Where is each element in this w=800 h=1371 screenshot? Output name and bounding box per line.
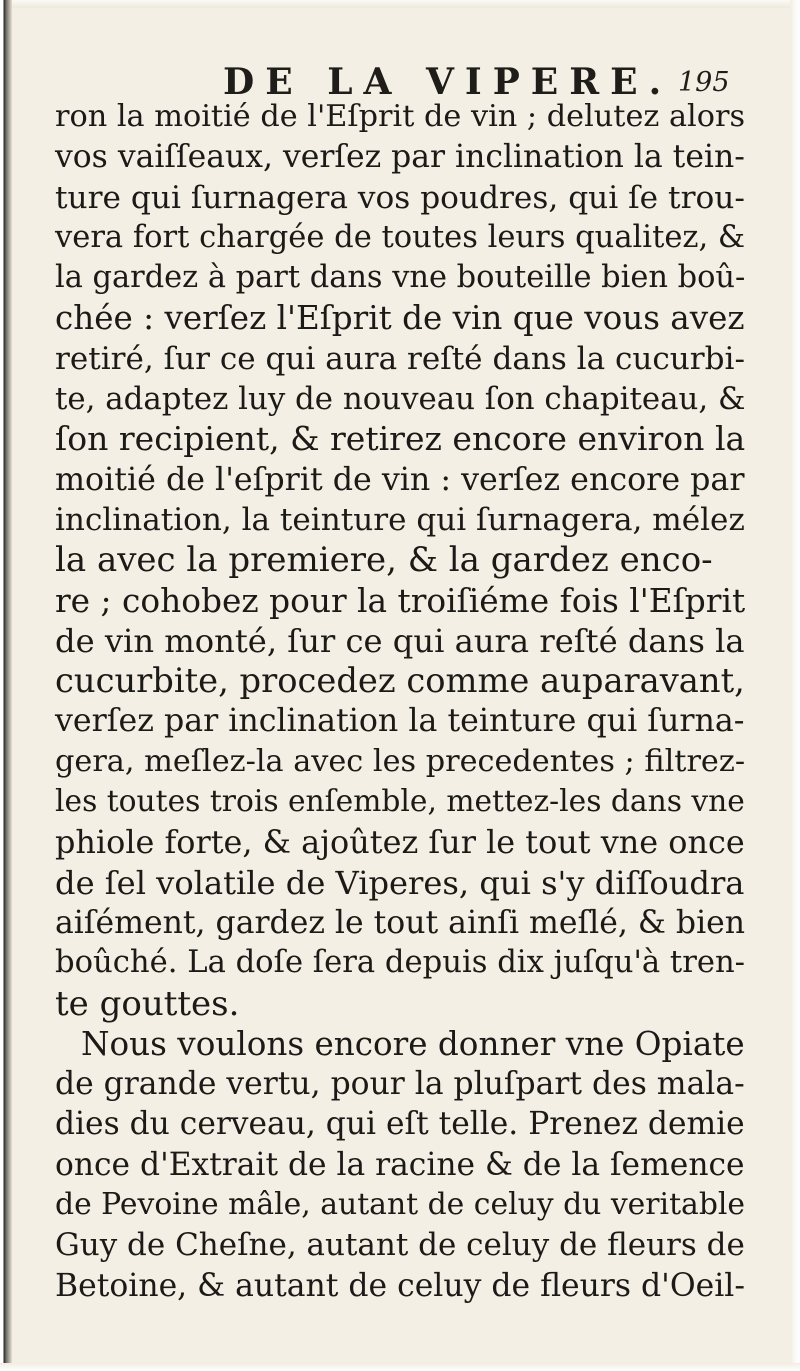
page-right-edge: [790, 0, 800, 1371]
text-line: dies du cerveau, qui eſt telle. Prenez demie: [55, 1106, 745, 1143]
running-head: DE LA VIPERE.: [223, 61, 673, 103]
text-line: ſon recipient, & retirez encore environ la: [55, 419, 746, 459]
text-line: te, adaptez luy de nouveau ſon chapiteau, &: [55, 381, 746, 418]
page-bottom-edge: [0, 1363, 800, 1371]
text-line: once d'Extrait de la racine & de la ſemence: [55, 1146, 745, 1183]
page-header: [0, 55, 800, 103]
text-line: ron la moitié de l'Eſprit de vin ; delutez alors: [55, 99, 745, 134]
text-line: chée : verſez l'Eſprit de vin que vous avez: [55, 299, 745, 338]
text-line: de grande vertu, pour la pluſpart des mala-: [55, 1066, 745, 1103]
text-line: phiole forte, & ajoûtez ſur le tout vne once: [55, 823, 745, 862]
text-line: aiſément, gardez le tout ainſi meſlé, & bien: [55, 904, 746, 941]
text-line: Guy de Cheſne, autant de celuy de fleurs de: [55, 1227, 745, 1264]
page-number: 195: [678, 67, 730, 98]
text-line: de Pevoine mâle, autant de celuy du veritable: [55, 1187, 746, 1223]
body-text: [55, 97, 745, 1306]
text-line: de vin monté, ſur ce qui aura reſté dans la: [55, 621, 745, 660]
page-top-edge: [0, 0, 800, 8]
text-line: Nous voulons encore donner vne Opiate: [81, 1024, 745, 1063]
text-line: de ſel volatile de Viperes, qui s'y diſſoudra: [55, 863, 745, 902]
text-line: Betoine, & autant de celuy de fleurs d'Oeil-: [55, 1267, 745, 1304]
text-line: la gardez à part dans vne bouteille bien boû-: [55, 260, 746, 296]
text-line: te gouttes.: [55, 983, 240, 1024]
text-line: moitié de l'eſprit de vin : verſez encore par: [55, 461, 745, 498]
text-line: la avec la premiere, & la gardez enco-: [55, 540, 713, 581]
text-line: boûché. La doſe ſera depuis dix juſqu'à tren-: [55, 945, 746, 981]
text-line: gera, meſlez-la avec les precedentes ; filtrez-: [55, 743, 746, 779]
text-line: vos vaiſſeaux, verſez par inclination la tein-: [55, 139, 745, 176]
text-line: les toutes trois enſemble, mettez-les dans vne: [55, 784, 745, 820]
text-line: re ; cohobez pour la troiſiéme fois l'Eſprit: [55, 581, 746, 620]
text-line: vera fort chargée de toutes leurs qualitez, &: [55, 219, 746, 255]
text-line: cucurbite, procedez comme auparavant,: [55, 661, 745, 701]
text-line: retiré, ſur ce qui aura reſté dans la cucurbi-: [55, 340, 745, 377]
text-line: ture qui ſurnagera vos poudres, qui ſe trou-: [55, 179, 745, 216]
text-line: inclination, la teinture qui ſurnagera, mélez: [55, 501, 745, 538]
text-line: verſez par inclination la teinture qui ſurna-: [55, 703, 745, 740]
page-gutter-shadow: [0, 0, 12, 1371]
